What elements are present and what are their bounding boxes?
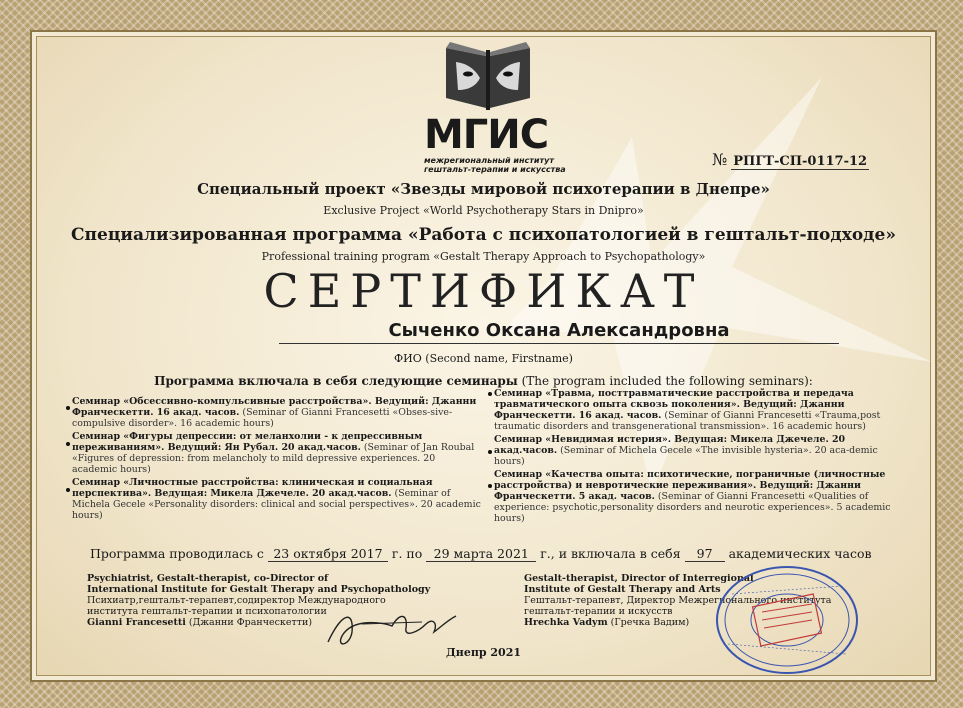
signer-left-line2: International Institute for Gestalt Therapy and Psychopathology xyxy=(87,584,431,595)
signer-right-name-ru: (Гречка Вадим) xyxy=(607,617,690,628)
dates-text-4: академических часов xyxy=(728,546,872,561)
seminar-item: Семинар «Фигуры депрессии: от меланхолии - к депрессивным переживаниям». Ведущий: Ян Рубал. 20 акад.часов. (Seminar of Jan Roubal «Figures of depression: from melancholy to mild depressive experiences. 20 academic hours) xyxy=(72,431,475,475)
number-sign: № xyxy=(712,150,728,169)
certificate-number xyxy=(712,150,869,170)
dates-text-1: Программа проводилась с xyxy=(90,546,264,561)
signer-left-line1: Psychiatrist, Gestalt-therapist, co-Director of xyxy=(87,573,329,584)
logo-subtitle-line1: межрегиональный институт xyxy=(424,156,554,165)
logo-book-faces-icon xyxy=(442,34,534,112)
program-title-ru: Специализированная программа «Работа с психопатологией в гештальт-подходе» xyxy=(71,225,896,245)
seminar-item: Семинар «Обсессивно-компульсивные расстройства». Ведущий: Джанни Франческетти. 16 акад. часов. (Seminar of Gianni Francesetti «Obses-sive-compulsive disorder». 16 academic hours) xyxy=(72,396,477,429)
seminars-right-column xyxy=(494,388,894,524)
signer-right-name: Hrechka Vadym xyxy=(524,617,608,628)
signer-right-line4: гештальт-терапии и искусств xyxy=(524,606,673,617)
seminar-item: Семинар «Невидимая истерия». Ведущая: Микела Джечеле. 20 акад.часов. (Seminar of Michela Gecele «The invisible hysteria». 20 aca-demic hours) xyxy=(494,434,878,467)
signer-right-line2: Institute of Gestalt Therapy and Arts xyxy=(524,584,721,595)
logo-subtitle-line2: гештальт-терапии и искусства xyxy=(424,165,566,174)
signer-left-name-ru: (Джанни Франческетти) xyxy=(185,617,313,628)
certificate-title: СЕРТИФИКАТ xyxy=(263,264,704,318)
certificate-paper xyxy=(30,30,937,682)
seminars-heading-en: (The program included the following seminars): xyxy=(517,374,813,388)
dates-text-3: г., и включала в себя xyxy=(540,546,681,561)
dates-text-2: г. по xyxy=(391,546,423,561)
dates-hours: 97 xyxy=(685,546,725,562)
bullet-icon xyxy=(488,392,492,396)
seminar-item: Семинар «Личностные расстройства: клиническая и социальная перспектива». Ведущая: Микела Джечеле. 20 акад.часов. (Seminar of Michela Gecele «Personality disorders: clinical and social perspectives». 20 academic hours) xyxy=(72,477,481,521)
recipient-block xyxy=(279,320,839,344)
place-year: Днепр 2021 xyxy=(445,646,522,659)
project-title-en: Exclusive Project «World Psychotherapy Stars in Dnipro» xyxy=(323,204,644,217)
project-title-ru: Специальный проект «Звезды мировой психотерапии в Днепре» xyxy=(197,180,770,198)
logo-wordmark: МГИС xyxy=(424,112,549,158)
seminars-heading xyxy=(32,374,935,388)
program-dates xyxy=(90,546,872,562)
official-stamp xyxy=(712,564,862,676)
bullet-icon xyxy=(488,450,492,454)
recipient-name: Сыченко Оксана Александровна xyxy=(279,320,839,344)
seminar-item: Семинар «Травма, посттравматические расстройства и передача травматического опыта сквозь поколения». Ведущий: Джанни Франческетти. 16 акад. часов. (Seminar of Gianni Francesetti «Trauma,post traumatic disorders and transgenerational transmission». 16 academic hours) xyxy=(494,388,881,432)
signer-right-line3: Гештальт-терапевт, Директор Межрегионального института xyxy=(524,595,832,606)
logo-subtitle xyxy=(424,156,566,174)
bullet-icon xyxy=(66,442,70,446)
dates-start: 23 октября 2017 xyxy=(268,546,388,562)
number-value: РПГТ-СП-0117-12 xyxy=(733,154,868,169)
signer-left-line3: Психиатр,гештальт-терапевт,содиректор Международного xyxy=(87,595,386,606)
seminar-item: Семинар «Качества опыта: психотические, пограничные (личностные расстройства) и невротические переживания». Ведущий: Джанни Франческетти. 5 акад. часов. (Seminar of Gianni Francesetti «Qualities of experience: psychotic,personality disorders and neurotic experiences». 5 academic hours) xyxy=(494,469,891,524)
signature-left xyxy=(322,602,462,652)
seminars-left-column xyxy=(72,396,482,521)
signer-left-name: Gianni Francesetti xyxy=(87,617,186,628)
bullet-icon xyxy=(66,488,70,492)
signer-right-line1: Gestalt-therapist, Director of Interregional xyxy=(524,573,754,584)
recipient-caption: ФИО (Second name, Firstname) xyxy=(394,352,573,365)
signer-left-line4: института гештальт-терапии и психопатологии xyxy=(87,606,327,617)
seminars-heading-ru: Программа включала в себя следующие семинары xyxy=(154,374,518,388)
bullet-icon xyxy=(488,484,492,488)
bullet-icon xyxy=(66,406,70,410)
dates-end: 29 марта 2021 xyxy=(426,546,536,562)
program-title-en: Professional training program «Gestalt Therapy Approach to Psychopathology» xyxy=(261,250,706,263)
